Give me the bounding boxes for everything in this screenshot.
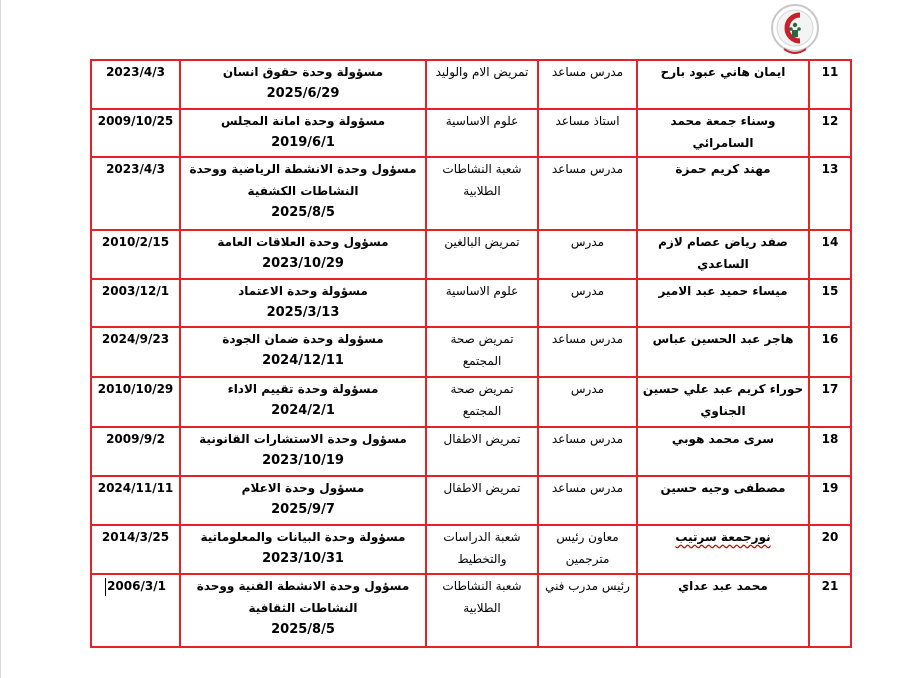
responsibility-date: 2024/2/1	[271, 403, 335, 418]
department: تمريض الاطفال	[426, 476, 538, 525]
responsibility-date: 2023/10/29	[262, 256, 344, 271]
responsibility	[180, 279, 426, 327]
appointment-date: 2024/11/11	[91, 476, 180, 525]
staff-table	[90, 59, 852, 648]
table-row	[91, 279, 851, 327]
row-number: 18	[809, 427, 851, 476]
job-title: معاون رئيس مترجمين	[538, 525, 637, 574]
responsibility	[180, 377, 426, 427]
table-row	[91, 427, 851, 476]
table-row	[91, 574, 851, 647]
row-number: 17	[809, 377, 851, 427]
text-cursor	[105, 578, 106, 596]
row-number: 11	[809, 60, 851, 109]
appointment-date: 2010/10/29	[91, 377, 180, 427]
job-title: مدرس مساعد	[538, 327, 637, 377]
employee-name: محمد عبد عداي	[637, 574, 809, 647]
row-number: 19	[809, 476, 851, 525]
department: شعبة الدراسات والتخطيط	[426, 525, 538, 574]
table-row	[91, 230, 851, 279]
department: تمريض صحة المجتمع	[426, 327, 538, 377]
department: شعبة النشاطات الطلابية	[426, 157, 538, 230]
table-row	[91, 476, 851, 525]
responsibility-text: مسؤولة وحدة امانة المجلس	[220, 114, 386, 128]
row-number: 12	[809, 109, 851, 157]
responsibility	[180, 525, 426, 574]
responsibility	[180, 427, 426, 476]
department: تمريض صحة المجتمع	[426, 377, 538, 427]
row-number: 14	[809, 230, 851, 279]
responsibility	[180, 476, 426, 525]
responsibility-text: مسؤول وحدة الاستشارات القانونية	[199, 432, 407, 446]
table-row	[91, 327, 851, 377]
responsibility	[180, 230, 426, 279]
department: شعبة النشاطات الطلابية	[426, 574, 538, 647]
job-title: مدرس مساعد	[538, 476, 637, 525]
appointment-date: 2010/2/15	[91, 230, 180, 279]
row-number: 21	[809, 574, 851, 647]
responsibility-text: مسؤولة وحدة البيانات والمعلوماتية	[200, 530, 406, 544]
job-title: مدرس مساعد	[538, 427, 637, 476]
responsibility-date: 2019/6/1	[271, 135, 335, 150]
appointment-date: 2009/10/25	[91, 109, 180, 157]
page-edge	[0, 0, 1, 678]
appointment-date: 2023/4/3	[91, 60, 180, 109]
responsibility-date: 2025/6/29	[266, 86, 340, 101]
responsibility-text: مسؤول وحدة الانشطة الفنية ووحدة النشاطات الثقافية	[196, 579, 410, 615]
responsibility-text: مسؤولة وحدة الاعتماد	[238, 284, 368, 298]
employee-name: صفد رياض عصام لازم الساعدي	[637, 230, 809, 279]
table-row	[91, 157, 851, 230]
responsibility-text: مسؤولة وحدة تقييم الاداء	[227, 382, 379, 396]
responsibility-text: مسؤول وحدة الانشطة الرياضية ووحدة النشاطات الكشفية	[189, 162, 417, 198]
job-title: مدرس مساعد	[538, 157, 637, 230]
responsibility	[180, 574, 426, 647]
employee-name	[637, 525, 809, 574]
responsibility	[180, 157, 426, 230]
appointment-date: 2023/4/3	[91, 157, 180, 230]
responsibility	[180, 327, 426, 377]
employee-name: هاجر عبد الحسين عباس	[637, 327, 809, 377]
job-title: مدرس مساعد	[538, 60, 637, 109]
responsibility-date: 2023/10/19	[262, 453, 344, 468]
employee-name: مهند كريم حمزة	[637, 157, 809, 230]
row-number: 16	[809, 327, 851, 377]
row-number: 13	[809, 157, 851, 230]
table-row	[91, 377, 851, 427]
responsibility-date: 2025/8/5	[271, 622, 335, 637]
table-row	[91, 109, 851, 157]
employee-name: مصطفى وجيه حسين	[637, 476, 809, 525]
department: تمريض الام والوليد	[426, 60, 538, 109]
table-row	[91, 525, 851, 574]
department: علوم الاساسية	[426, 109, 538, 157]
appointment-date-text: 2006/3/1	[107, 579, 166, 593]
employee-name: ايمان هاني عبود بارح	[637, 60, 809, 109]
responsibility-date: 2023/10/31	[262, 551, 344, 566]
responsibility-date: 2025/8/5	[271, 205, 335, 220]
responsibility-date: 2025/3/13	[266, 305, 340, 320]
responsibility-text: مسؤولة وحدة حقوق انسان	[222, 65, 384, 79]
college-logo-icon	[770, 3, 820, 57]
employee-name: ميساء حميد عبد الامير	[637, 279, 809, 327]
employee-name: سرى محمد هوبي	[637, 427, 809, 476]
responsibility	[180, 109, 426, 157]
employee-name: حوراء كريم عبد علي حسين الجناوي	[637, 377, 809, 427]
appointment-date: 2024/9/23	[91, 327, 180, 377]
appointment-date[interactable]	[91, 574, 180, 647]
department: تمريض الاطفال	[426, 427, 538, 476]
employee-name-text: نورجمعة سرتيب	[675, 530, 771, 544]
job-title: مدرس	[538, 279, 637, 327]
employee-name: وسناء جمعة محمد السامرائي	[637, 109, 809, 157]
responsibility-text: مسؤول وحدة الاعلام	[241, 481, 365, 495]
responsibility	[180, 60, 426, 109]
table-row	[91, 60, 851, 109]
responsibility-date: 2025/9/7	[271, 502, 335, 517]
appointment-date: 2014/3/25	[91, 525, 180, 574]
appointment-date: 2009/9/2	[91, 427, 180, 476]
appointment-date: 2003/12/1	[91, 279, 180, 327]
job-title: رئيس مدرب فني	[538, 574, 637, 647]
department: علوم الاساسية	[426, 279, 538, 327]
row-number: 15	[809, 279, 851, 327]
job-title: مدرس	[538, 230, 637, 279]
department: تمريض البالغين	[426, 230, 538, 279]
job-title: مدرس	[538, 377, 637, 427]
job-title: استاذ مساعد	[538, 109, 637, 157]
responsibility-text: مسؤول وحدة العلاقات العامة	[217, 235, 389, 249]
row-number: 20	[809, 525, 851, 574]
responsibility-text: مسؤولة وحدة ضمان الجودة	[222, 332, 384, 346]
responsibility-date: 2024/12/11	[262, 353, 344, 368]
